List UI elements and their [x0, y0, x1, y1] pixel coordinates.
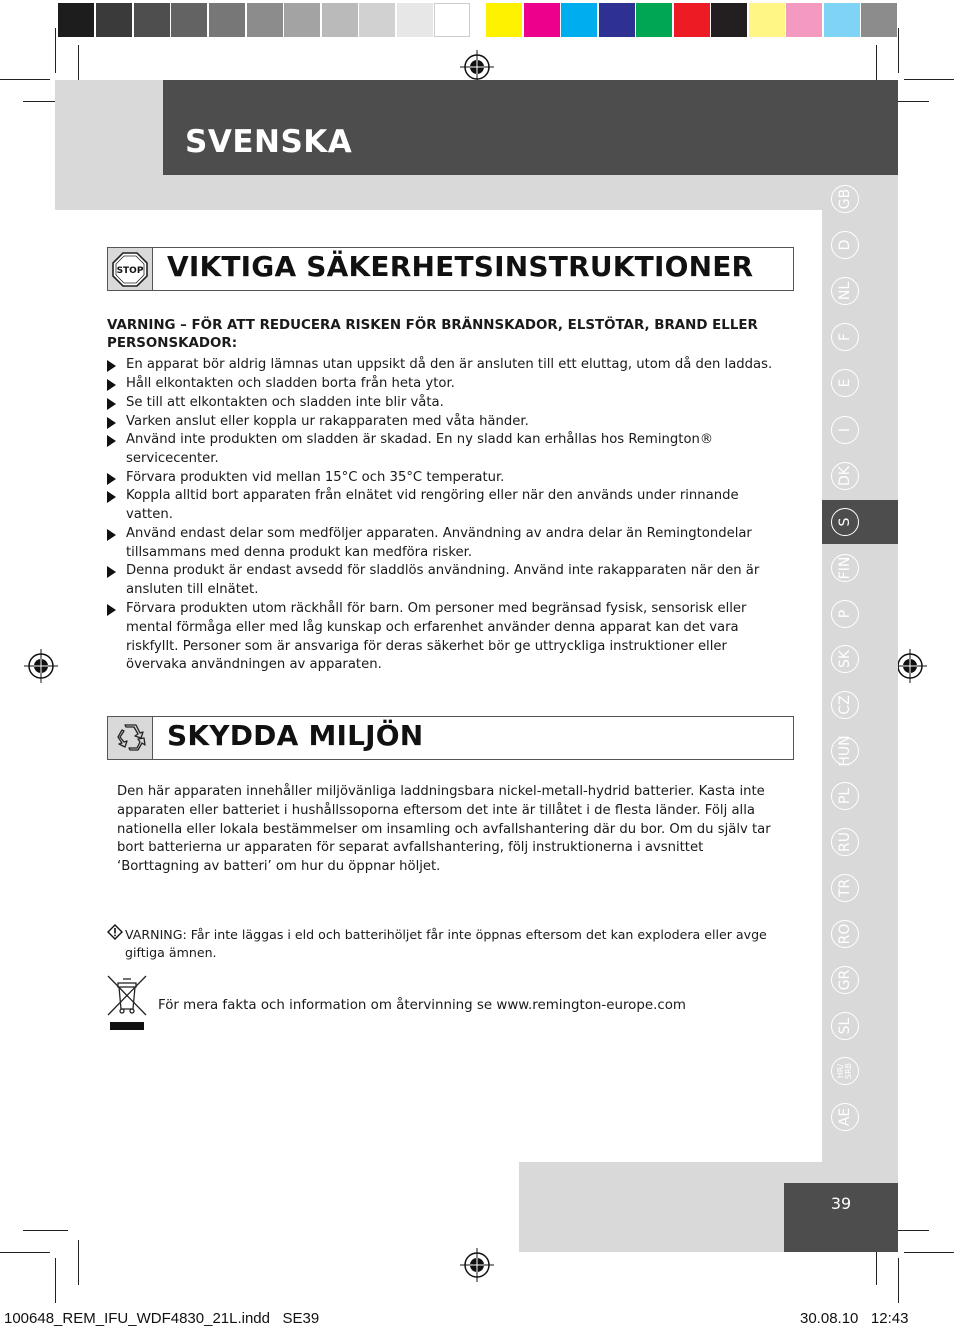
registration-mark-icon — [460, 1248, 494, 1282]
recycle-icon-cell — [108, 717, 153, 759]
page-number: 39 — [830, 1194, 852, 1213]
language-tab-pl[interactable] — [831, 782, 859, 810]
language-tab-sl[interactable] — [831, 1012, 859, 1040]
bullet-arrow-icon — [107, 435, 116, 447]
language-code: S — [837, 517, 853, 527]
environment-section-header — [107, 716, 794, 760]
color-swatch — [561, 3, 597, 37]
bullet-arrow-icon — [107, 417, 116, 429]
language-code: GR — [837, 969, 853, 991]
language-tab-tr[interactable] — [831, 874, 859, 902]
language-tab-cz[interactable] — [831, 691, 859, 719]
bullet-arrow-icon — [107, 604, 116, 616]
color-swatch — [824, 3, 860, 37]
footer-file-slug: 100648_REM_IFU_WDF4830_21L.indd SE39 — [4, 1310, 320, 1327]
language-code: I — [837, 427, 853, 433]
language-code: HUN — [837, 735, 853, 767]
bullet-arrow-icon — [107, 398, 116, 410]
language-tab-d[interactable] — [831, 231, 859, 259]
bullet-arrow-icon — [107, 491, 116, 503]
color-swatch — [359, 3, 395, 37]
language-tab-gr[interactable] — [831, 966, 859, 994]
language-code: DK — [837, 466, 853, 486]
language-tab-ae[interactable] — [831, 1103, 859, 1131]
language-code: P — [837, 609, 853, 619]
language-code: F — [837, 332, 853, 342]
header-gray-band — [163, 175, 898, 210]
color-swatch — [674, 3, 710, 37]
color-swatch — [711, 3, 747, 37]
language-tab-p[interactable] — [831, 600, 859, 628]
language-code: D — [837, 239, 853, 251]
weee-bin-icon — [105, 973, 149, 1033]
safety-list-item-text: Denna produkt är endast avsedd för sladdlös användning. Använd inte rakapparaten när den är ansluten till elnätet. — [126, 563, 760, 597]
header-gray-left — [55, 80, 163, 210]
page-title: SVENSKA — [185, 124, 353, 160]
color-swatch — [96, 3, 132, 37]
safety-list-item-text: Koppla alltid bort apparaten från elnätet vid rengöring eller när den används under rinnande vatten. — [126, 488, 739, 522]
bullet-arrow-icon — [107, 566, 116, 578]
color-swatch — [434, 3, 470, 37]
language-code: NL — [837, 281, 853, 301]
color-swatch — [749, 3, 785, 37]
language-code: AE — [837, 1107, 853, 1127]
color-swatch — [58, 3, 94, 37]
registration-mark-icon — [24, 649, 58, 683]
language-tab-sk[interactable] — [831, 645, 859, 673]
color-swatch — [524, 3, 560, 37]
color-swatch — [171, 3, 207, 37]
language-code: SL — [837, 1017, 853, 1035]
environment-paragraph: Den här apparaten innehåller miljövänliga laddningsbara nickel-metall-hydrid batterier. Kasta inte apparaten eller batteriet i hushållssoporna eftersom det inte är tillåtet i de flesta länder. Följ alla nationella eller lokala bestämmelser om insamling och avfallshantering där du bor. Om du själv tar bort batterierna ur apparaten för separat avfallshantering, följ instruktionerna i avsnittet ‘Borttagning av batteri’ om hur du öppnar höljet. — [117, 784, 771, 875]
safety-list-item-text: Använd endast delar som medföljer apparaten. Användning av andra delar än Remingtondelar tillsammans med denna produkt kan medföra risker. — [126, 526, 752, 560]
svg-text:STOP: STOP — [116, 266, 144, 276]
color-swatch — [247, 3, 283, 37]
recycle-icon — [108, 717, 152, 759]
registration-mark-icon — [893, 649, 927, 683]
recycling-info: För mera fakta och information om återvinning se www.remington-europe.com — [158, 998, 686, 1013]
bullet-arrow-icon — [107, 529, 116, 541]
safety-section-header — [107, 247, 794, 291]
bullet-arrow-icon — [107, 379, 116, 391]
language-tab-hun[interactable] — [831, 737, 859, 765]
color-swatch — [786, 3, 822, 37]
warning-icon — [107, 924, 123, 940]
registration-mark-icon — [460, 50, 494, 84]
safety-title: VIKTIGA SÄKERHETSINSTRUKTIONER — [167, 250, 754, 283]
language-code: SK — [837, 649, 853, 669]
safety-list-item-text: Se till att elkontakten och sladden inte blir våta. — [126, 395, 444, 410]
language-code: RO — [837, 923, 853, 945]
safety-list-item-text: Håll elkontakten och sladden borta från heta ytor. — [126, 376, 455, 391]
safety-list-item-text: Använd inte produkten om sladden är skadad. En ny sladd kan erhållas hos Remington® servicecenter. — [126, 432, 714, 466]
color-swatch — [209, 3, 245, 37]
color-swatch — [861, 3, 897, 37]
safety-list-item-text: Förvara produkten vid mellan 15°C och 35°C temperatur. — [126, 470, 505, 485]
language-code: CZ — [837, 695, 853, 715]
safety-warning-heading: VARNING – FÖR ATT REDUCERA RISKEN FÖR BRÄNNSKADOR, ELSTÖTAR, BRAND ELLER PERSONSKADOR: — [107, 318, 758, 351]
safety-list-item-text: Förvara produkten utom räckhåll för barn. Om personer med begränsad fysisk, sensorisk eller mental förmåga eller med låg kunskap och erfarenhet använder denna apparat kan det vara riskfyllt. Personer som är ansvariga för deras säkerhet bör ge uttryckliga instruktioner eller övervaka användningen av apparaten. — [126, 601, 747, 673]
safety-list-item-text: Varken anslut eller koppla ur rakapparaten med våta händer. — [126, 414, 529, 429]
safety-list-item-text: En apparat bör aldrig lämnas utan uppsikt då den är ansluten till ett eluttag, utom då den laddas. — [126, 357, 773, 372]
language-code: FIN — [837, 556, 853, 580]
language-tab-fin[interactable] — [831, 554, 859, 582]
language-tab-f[interactable] — [831, 323, 859, 351]
bullet-arrow-icon — [107, 360, 116, 372]
language-tab-ro[interactable] — [831, 920, 859, 948]
language-tab-ru[interactable] — [831, 828, 859, 856]
language-tab-dk[interactable] — [831, 462, 859, 490]
language-tab-e[interactable] — [831, 369, 859, 397]
language-code: TR — [837, 878, 853, 898]
color-swatch — [397, 3, 433, 37]
color-swatch — [322, 3, 358, 37]
color-swatch — [284, 3, 320, 37]
color-swatch — [486, 3, 522, 37]
color-swatch — [134, 3, 170, 37]
language-sidebar — [822, 175, 898, 1162]
language-code: GB — [837, 188, 853, 210]
language-tab-gb[interactable] — [831, 185, 859, 213]
language-code: HR/ SRB — [836, 1062, 853, 1080]
language-code: E — [837, 378, 853, 388]
language-tab-s[interactable] — [831, 508, 859, 536]
language-code: PL — [837, 787, 853, 805]
environment-title: SKYDDA MILJÖN — [167, 719, 424, 752]
stop-icon-cell — [108, 248, 153, 290]
stop-sign-icon — [108, 248, 152, 290]
language-tab-nl[interactable] — [831, 277, 859, 305]
battery-warning: VARNING: Får inte läggas i eld och batterihöljet får inte öppnas eftersom det kan explodera eller avge giftiga ämnen. — [125, 927, 767, 960]
bullet-arrow-icon — [107, 473, 116, 485]
language-tab-hr-srb[interactable] — [831, 1057, 859, 1085]
color-swatch — [599, 3, 635, 37]
language-tab-i[interactable] — [831, 416, 859, 444]
footer-date-slug: 30.08.10 12:43 — [800, 1310, 909, 1327]
language-code: RU — [837, 832, 853, 852]
color-swatch — [636, 3, 672, 37]
